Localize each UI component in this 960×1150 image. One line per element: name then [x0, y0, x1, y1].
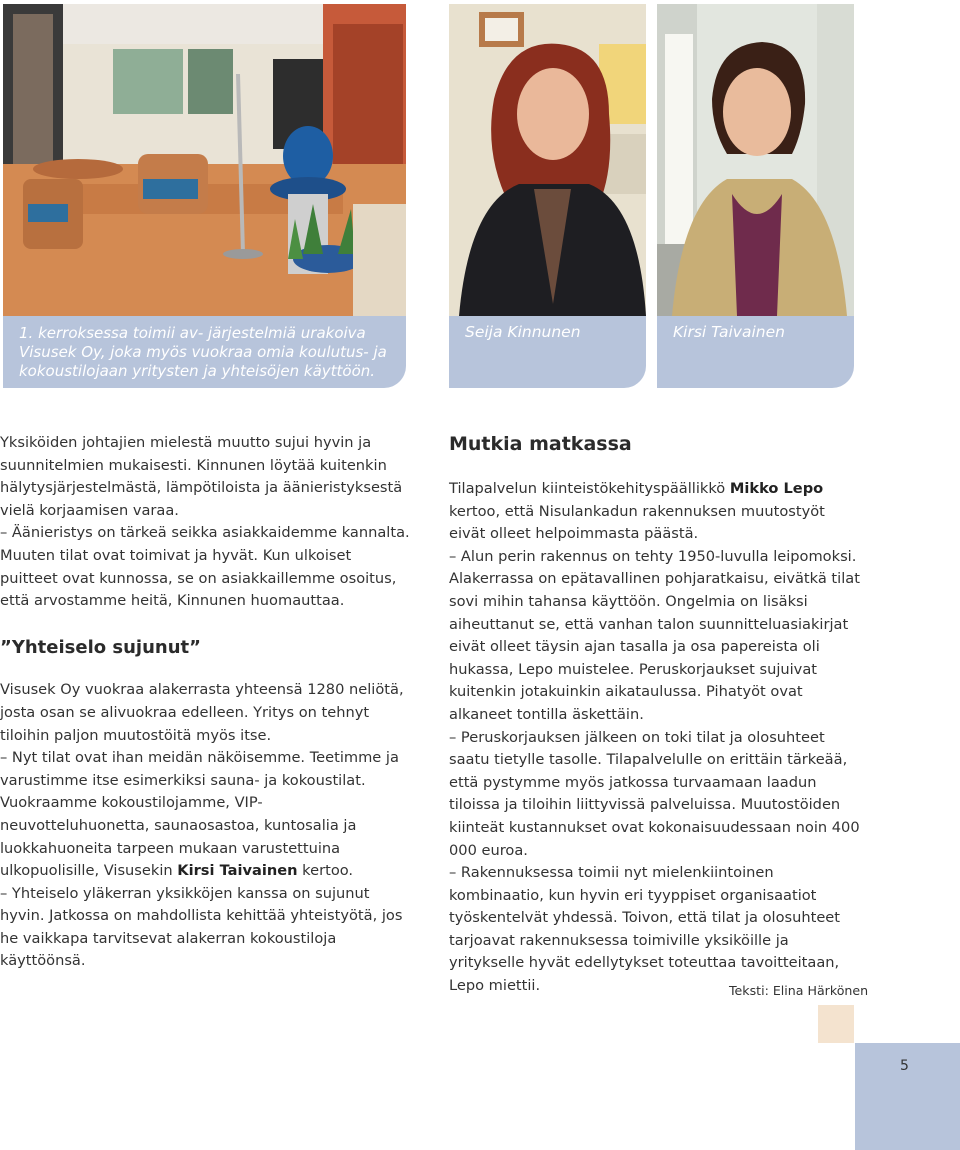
paragraph: – Rakennuksessa toimii nyt mielenkiintoinen kombinaatio, kun hyvin eri tyyppiset organisaatiot työskentelvät yhdessä. Toivon, että tilat ja olosuhteet tarjoavat rakennuksessa toimiville yksiköille ja yritykselle hyvät edellytykset toteuttaa tavoitteitaan, Lepo miettii. [449, 864, 841, 995]
person2-name: Kirsi Taivainen [673, 323, 785, 341]
lobby-photo-caption [3, 316, 406, 388]
portrait-seija-kinnunen [449, 4, 646, 316]
text-run: Tilapalvelun kiinteistökehityspäällikkö [449, 480, 730, 497]
section-heading: ”Yhteiselo sujunut” [0, 636, 201, 658]
person2-caption [657, 316, 854, 388]
article-right-column [449, 432, 861, 998]
lobby-photo [3, 4, 406, 316]
person-name-bold: Mikko Lepo [729, 480, 824, 497]
person1-name: Seija Kinnunen [465, 323, 581, 341]
paragraph: Visusek Oy vuokraa alakerrasta yhteensä 1280 neliötä, josta osan se alivuokraa edelleen. Yritys on tehnyt tiloihin paljon muutostöitä myös itse. [0, 681, 404, 744]
person1-caption [449, 316, 646, 388]
text-run: kertoo. [297, 862, 354, 880]
paragraph: – Äänieristys on tärkeä seikka asiakkaidemme kannalta. Muuten tilat ovat toimivat ja hyvät. Kun ulkoiset puitteet ovat kunnossa, se on asiakkaillemme osoitus, että arvostamme heitä, Kinnunen huomauttaa. [0, 524, 410, 610]
page-number: 5 [900, 1058, 909, 1074]
paragraph: – Yhteiselo yläkerran yksikköjen kanssa on sujunut hyvin. Jatkossa on mahdollista kehittää yhteistyötä, jos he vaikkapa tarvitsevat alakerran kokoustiloja käyttöönsä. [0, 884, 403, 970]
text-run: kertoo, että Nisulankadun rakennuksen muutostyöt eivät olleet helpoimmasta päästä. [449, 502, 825, 543]
text-run: Vuokraamme kokoustilojamme, VIP-neuvotteluhuonetta, saunaosastoa, kuntosalia ja luokkahuoneita tarpeen mukaan varustettuina ulkopuolisille, Visusekin [0, 794, 357, 880]
article-left-column [0, 432, 412, 973]
paragraph [0, 792, 412, 882]
paragraph: – Alun perin rakennus on tehty 1950-luvulla leipomoksi. Alakerrassa on epätavallinen pohjaratkaisu, eivätkä tilat sovi mihin tahansa käyttöön. Ongelmia on lisäksi aiheuttanut se, että vanhan talon suunnitteluasiakirjat eivät olleet täysin ajan tasalla ja osa papereista oli hukassa, Lepo muistelee. Peruskorjaukset sujuivat kuitenkin jotakuinkin aikataulussa. Pihatyöt ovat alkaneet tontilla äskettäin. [449, 547, 860, 723]
caption-line-2: Visusek Oy, joka myös vuokraa omia koulutus- ja [19, 343, 387, 361]
paragraph [449, 478, 861, 546]
portrait-kirsi-taivainen [657, 4, 854, 316]
person-name-bold: Kirsi Taivainen [177, 862, 298, 880]
caption-line-3: kokoustilojaan yritysten ja yhteisöjen käyttöön. [19, 362, 376, 380]
decorative-square [818, 1005, 854, 1043]
section-heading: Mutkia matkassa [449, 433, 632, 455]
paragraph: – Peruskorjauksen jälkeen on toki tilat ja olosuhteet saatu tietylle tasolle. Tilapalvelulle on erittäin tärkeää, että pystymme myös jatkossa turvaamaan laadun tiloissa ja tiloihin liittyvissä palveluissa. Muutostöiden kiinteät kustannukset ovat kokonaisuudessaan noin 400 000 euroa. [449, 728, 860, 859]
article-byline: Teksti: Elina Härkönen [729, 983, 869, 998]
paragraph: Yksiköiden johtajien mielestä muutto sujui hyvin ja suunnitelmien mukaisesti. Kinnunen löytää kuitenkin hälytysjärjestelmästä, lämpötiloista ja äänieristyksestä vielä korjaamisen varaa. [0, 434, 403, 519]
paragraph: – Nyt tilat ovat ihan meidän näköisemme. Teetimme ja varustimme itse esimerkiksi sauna- ja kokoustilat. [0, 749, 399, 789]
caption-line-1: 1. kerroksessa toimii av- järjestelmiä urakoiva [19, 324, 366, 342]
